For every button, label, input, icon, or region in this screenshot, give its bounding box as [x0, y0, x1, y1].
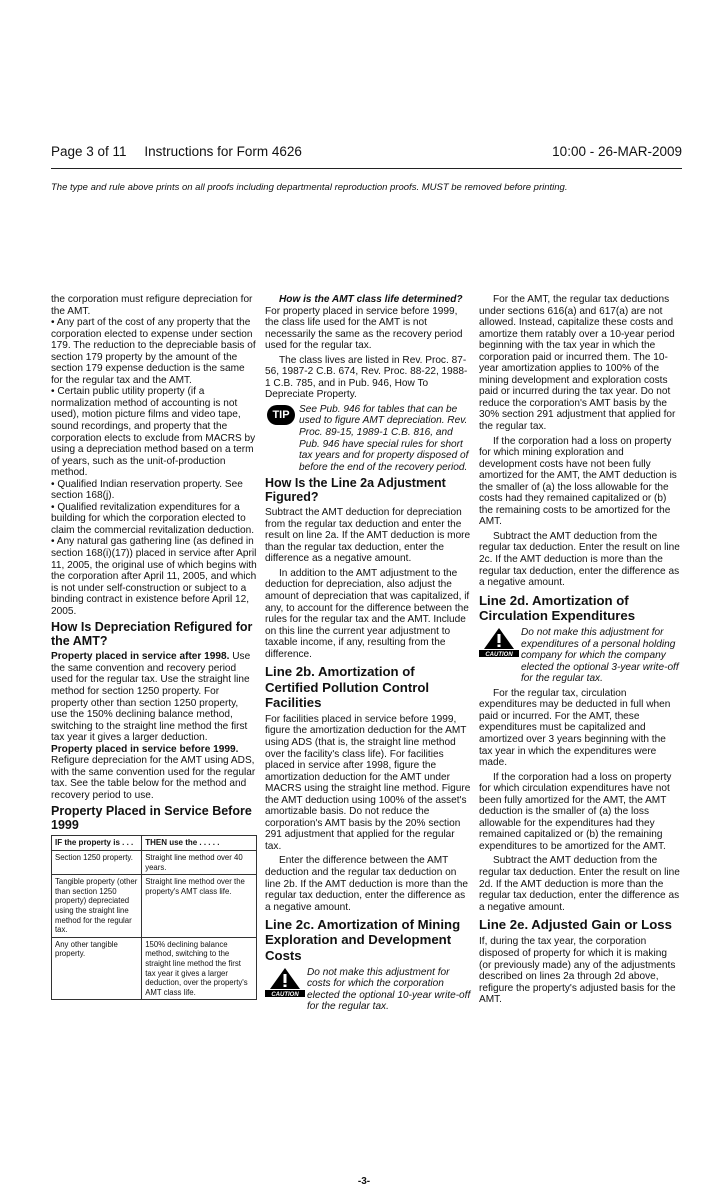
tip-note	[265, 404, 471, 473]
table-cell: Section 1250 property.	[52, 851, 142, 875]
paragraph: If, during the tax year, the corporation disposed of property for which it is making (or previously made) any of the adjustments described on lines 2a through 2d above, refigure the property's adjusted basis for the AMT.	[479, 936, 676, 1006]
table-row	[52, 851, 257, 875]
section-heading: How Is the Line 2a Adjustment Figured?	[265, 476, 446, 505]
run-in-heading: How is the AMT class life determined?	[279, 294, 463, 305]
table-cell: Straight line method over the property's AMT class life.	[142, 875, 257, 938]
tip-icon: TIP	[267, 405, 295, 425]
line-heading: Line 2c. Amortization of Mining Exploration and Development Costs	[265, 917, 461, 963]
column-1	[51, 294, 257, 1000]
paragraph: If the corporation had a loss on property for which circulation expenditures have not been fully amortized for the AMT, the AMT deduction is the smaller of (a) the loss allowable for the expenditures had they remained capitalized or (b) the remaining expenditures to be amortized for the AMT.	[479, 771, 672, 852]
paragraph: the corporation must refigure depreciation for the AMT.	[51, 294, 253, 317]
page-number: -3-	[357, 1176, 371, 1187]
paragraph	[51, 651, 257, 743]
line-heading: Line 2d. Amortization of Circulation Expenditures	[479, 592, 636, 623]
column-header: IF the property is . . .	[52, 836, 142, 851]
caution-label: CAUTION	[485, 652, 513, 658]
proof-notice: The type and rule above prints on all proofs including departmental reproduction proofs. MUST be removed before printing.	[51, 182, 568, 193]
column-header: THEN use the . . . . .	[142, 836, 257, 851]
paragraph-text: Refigure depreciation for the AMT using ADS, with the same convention used for the regular tax. See the table below for the method and recovery period to use.	[51, 755, 256, 801]
bullet-item: • Qualified Indian reservation property. See section 168(j).	[51, 478, 243, 502]
caution-text: Do not make this adjustment for expenditures of a personal holding company for which the company elected the optional 3-year write-off for the regular tax.	[521, 627, 679, 685]
paragraph: Subtract the AMT deduction from the regular tax deduction. Enter the result on line 2c. If the AMT deduction is more than the regular tax deduction, enter the difference as a negative amount.	[479, 530, 680, 589]
table-row	[52, 875, 257, 938]
section-heading: Property Placed in Service Before 1999	[51, 804, 252, 833]
paragraph: For facilities placed in service before 1999, figure the amortization deduction for the AMT using ADS (that is, the straight line method over the facility's class life). For facilities placed in service after 1998, figure the amortization deduction for the AMT under MACRS using the straight line method. Figure the AMT deduction using 100% of the asset's amortizable basis. Do not reduce the corporation's AMT basis by the 20% section 291 adjustment that applied for the regular tax.	[265, 713, 471, 852]
run-in-heading: Property placed in service after 1998.	[51, 651, 230, 663]
caution-note	[265, 967, 471, 1013]
timestamp: 10:00 - 26-MAR-2009	[552, 144, 682, 159]
table-cell: 150% declining balance method, switching to the straight line method the first tax year it gives a larger deduction, over the property's AMT class life.	[142, 937, 257, 1000]
line-heading: Line 2b. Amortization of Certified Pollution Control Facilities	[265, 664, 430, 710]
paragraph: If the corporation had a loss on property for which mining exploration and development costs have not been fully amortized for the AMT, the AMT deduction is the smaller of (a) the loss allowable for the costs had they remained capitalized or (b) the remaining costs to be amortized for the AMT.	[479, 435, 677, 528]
page-indicator: Page 3 of 11	[51, 144, 127, 159]
caution-icon	[265, 967, 305, 997]
column-2	[265, 294, 471, 1016]
caution-label: CAUTION	[271, 991, 299, 997]
paragraph: The class lives are listed in Rev. Proc. 87-56, 1987-2 C.B. 674, Rev. Proc. 88-22, 1988-1 C.B. 785, and in Pub. 946, How To Depreciate Property.	[265, 354, 468, 401]
bullet-item: • Qualified revitalization expenditures for a building for which the corporation elected to claim the commercial revitalization deduction.	[51, 501, 255, 536]
paragraph: Enter the difference between the AMT deduction and the regular tax deduction on line 2b. If the AMT deduction is more than the regular tax deduction, enter the difference as a negative amount.	[265, 855, 468, 913]
paragraph	[51, 744, 257, 802]
paragraph: For the AMT, the regular tax deductions under sections 616(a) and 617(a) are not allowed. Instead, capitalize these costs and amortize them ratably over a 10-year period beginning with the tax year in which the corporation paid or incurred them. The 10-year amortization applies to 100% of the mining development and exploration costs paid or incurred during the tax year. Do not reduce the corporation's AMT basis by the 30% section 291 adjustment that applied for the regular tax.	[479, 294, 676, 433]
method-table	[51, 835, 257, 1000]
section-heading: How Is Depreciation Refigured for the AMT?	[51, 620, 253, 649]
paragraph: Subtract the AMT deduction for depreciation from the regular tax deduction and enter the result on line 2a. If the AMT deduction is more than the regular tax deduction, enter the difference as a negative amount.	[265, 507, 471, 565]
caution-note	[479, 627, 682, 685]
table-row	[52, 937, 257, 1000]
paragraph-text: Use the same convention and recovery period used for the regular tax. Use the straight line method for section 1250 property. For property other than section 1250 property, use the 150% declining balance method, switching to the straight line method the first tax year it gives a larger deduction.	[51, 651, 251, 744]
table-cell: Tangible property (other than section 1250 property) depreciated using the straight line method for the regular tax.	[52, 875, 142, 938]
header-rule	[51, 168, 682, 169]
line-heading: Line 2e. Adjusted Gain or Loss	[479, 917, 672, 933]
column-3	[479, 294, 682, 1009]
paragraph: In addition to the AMT adjustment to the deduction for depreciation, also adjust the amount of depreciation that was capitalized, if any, to account for the difference between the rules for the regular tax and the AMT. Include on this line the current year adjustment to taxable income, if any, resulting from the difference.	[265, 567, 470, 660]
paragraph: For the regular tax, circulation expenditures may be deducted in full when paid or incurred. For the AMT, these expenditures must be capitalized and amortized over 3 years beginning with the tax year in which the expenditures were made.	[479, 687, 671, 769]
caution-icon	[479, 627, 519, 657]
proof-header	[51, 142, 682, 162]
header-left	[51, 142, 316, 162]
table-header-row	[52, 836, 257, 851]
bullet-item: • Any part of the cost of any property that the corporation elected to expense under section 179. The reduction to the depreciable basis of section 179 property by the amount of the section 179 expense deduction is the same for the regular tax and the AMT.	[51, 317, 256, 386]
paragraph	[265, 294, 471, 352]
tip-text: See Pub. 946 for tables that can be used to figure AMT depreciation. Rev. Proc. 89-15, 1989-1 C.B. 816, and Pub. 946 have special rules for short tax years and for property disposed of before the end of the recovery period.	[299, 403, 469, 473]
bullet-item: • Any natural gas gathering line (as defined in section 168(i)(17)) placed in service after April 11, 2005, the original use of which begins with the corporation after April 11, 2005, and which is not under self-construction or subject to a binding contract in existence before April 12, 2005.	[51, 536, 257, 617]
bullet-item: • Certain public utility property (if a normalization method of accounting is not used), motion picture films and video tape, sound recordings, and property that the corporation elects to exclude from MACRS by using a depreciation method based on a term of years, such as the unit-of-production method.	[51, 386, 256, 479]
table-cell: Any other tangible property.	[52, 937, 142, 1000]
caution-text: Do not make this adjustment for costs for which the corporation elected the optional 10-year write-off for the regular tax.	[307, 966, 471, 1013]
paragraph-text: For property placed in service before 1999, the class life used for the AMT is not necessarily the same as the recovery period used for the regular tax.	[265, 305, 463, 352]
table-cell: Straight line method over 40 years.	[142, 851, 257, 875]
paragraph: Subtract the AMT deduction from the regular tax deduction. Enter the result on line 2d. If the AMT deduction is more than the regular tax deduction, enter the difference as a negative amount.	[479, 855, 680, 913]
run-in-heading: Property placed in service before 1999.	[51, 743, 239, 755]
form-title: Instructions for Form 4626	[144, 144, 302, 159]
